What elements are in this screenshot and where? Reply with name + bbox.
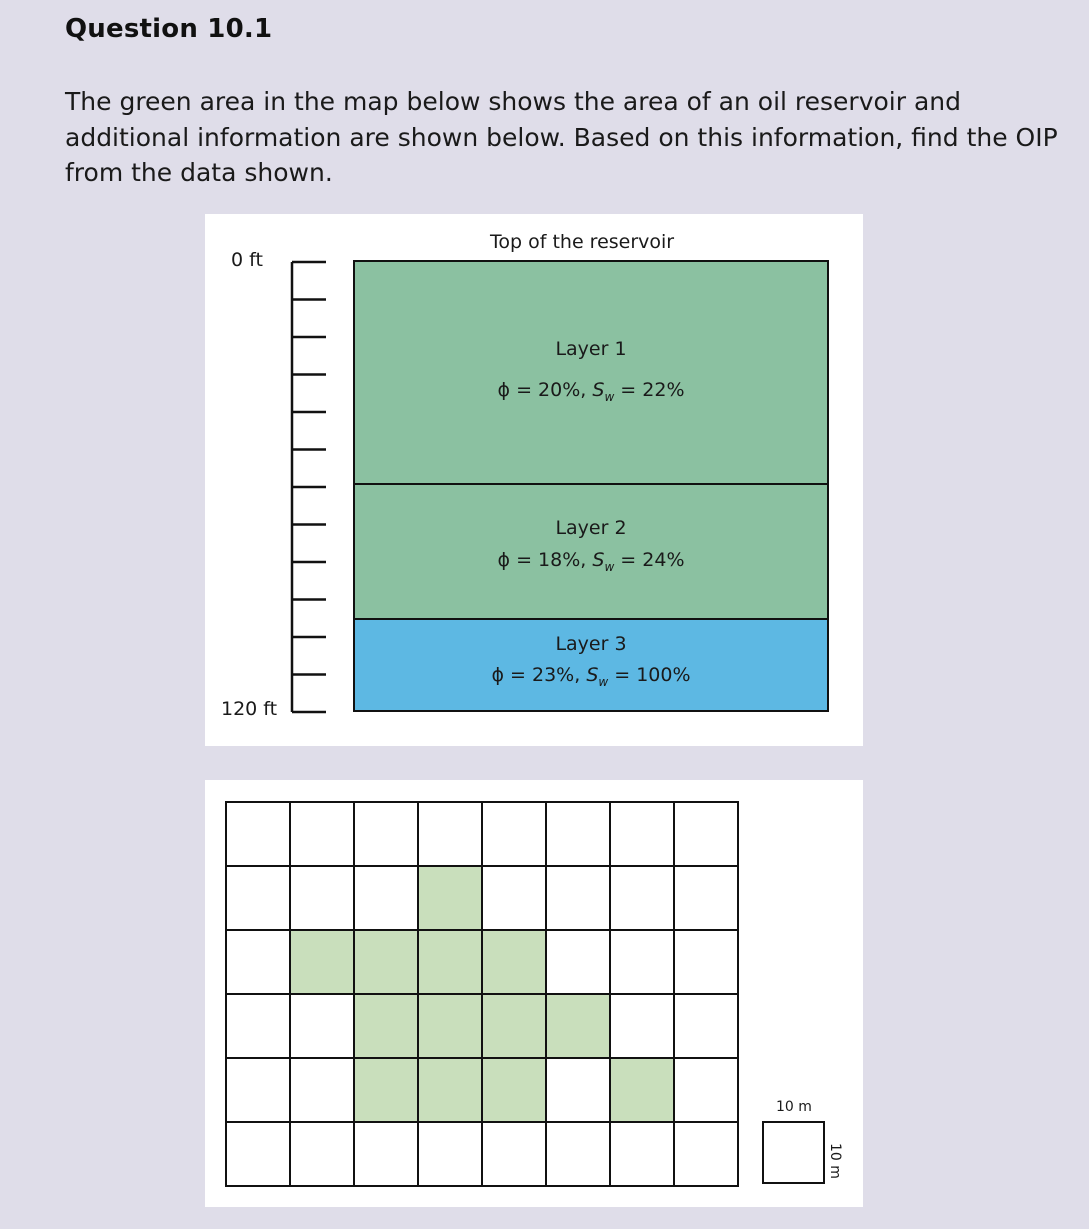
grid-cell [226, 930, 290, 994]
grid-cell [482, 866, 546, 930]
phi-symbol: ϕ [497, 549, 511, 571]
grid-cell [610, 866, 674, 930]
reservoir-grid-map [225, 801, 739, 1187]
grid-cell [674, 1058, 738, 1122]
grid-cell [546, 1122, 610, 1186]
grid-cell-reservoir [354, 1058, 418, 1122]
depth-scale [285, 254, 330, 719]
grid-cell-reservoir [418, 1058, 482, 1122]
grid-cell [226, 802, 290, 866]
layer-2-phi: 18% [538, 549, 581, 571]
grid-cell [290, 1058, 354, 1122]
grid-cell [610, 994, 674, 1058]
grid-cell [290, 866, 354, 930]
phi-symbol: ϕ [497, 379, 511, 401]
grid-cell [226, 1122, 290, 1186]
layer-3-properties: ϕ = 23%, $S_w = 100\%$ [491, 664, 691, 689]
grid-cell-reservoir [482, 994, 546, 1058]
grid-cell [290, 994, 354, 1058]
layer-3-name: Layer 3 [555, 633, 627, 655]
layer-3-phi: 23% [532, 664, 575, 686]
layer-2-sw: 24% [642, 549, 685, 571]
grid-cell-reservoir [418, 930, 482, 994]
grid-cell [226, 994, 290, 1058]
sw-symbol: S [586, 664, 599, 686]
grid-cell [546, 802, 610, 866]
grid-cell-reservoir [482, 930, 546, 994]
sw-subscript: w [598, 674, 609, 689]
grid-cell [674, 802, 738, 866]
grid-cell-reservoir [418, 994, 482, 1058]
question-prompt: The green area in the map below shows the area of an oil reservoir and additional information are shown below. Based on this information, find the OIP from the data shown. [65, 87, 1058, 187]
scale-width-label: 10 m [776, 1099, 812, 1115]
grid-cell [418, 802, 482, 866]
grid-cell [610, 930, 674, 994]
layer-1-box [353, 260, 829, 486]
grid-cell [610, 802, 674, 866]
layer-1-name: Layer 1 [555, 338, 627, 360]
grid-cell [546, 1058, 610, 1122]
grid-cell-reservoir [354, 930, 418, 994]
grid-cell-reservoir [418, 866, 482, 930]
layer-2-properties: ϕ = 18%, $S_w = 24\%$ [497, 549, 685, 574]
layer-1-phi: 20% [538, 379, 581, 401]
grid-cell-reservoir [290, 930, 354, 994]
grid-cell [354, 802, 418, 866]
grid-cell [674, 930, 738, 994]
grid-cell [418, 1122, 482, 1186]
depth-top-label: 0 ft [231, 249, 263, 271]
grid-cell-reservoir [546, 994, 610, 1058]
grid-cell [354, 1122, 418, 1186]
layer-3-box [353, 618, 829, 712]
sw-subscript: w [604, 389, 615, 404]
grid-cell [610, 1122, 674, 1186]
cross-section-figure [205, 214, 863, 746]
grid-cell [546, 866, 610, 930]
layer-2-box [353, 483, 829, 621]
sw-symbol: S [592, 379, 605, 401]
grid-cell [290, 802, 354, 866]
grid-cell [226, 866, 290, 930]
grid-cell [290, 1122, 354, 1186]
depth-bottom-label: 120 ft [221, 698, 278, 720]
question-title: Question 10.1 [65, 14, 273, 44]
layer-3-sw: 100% [636, 664, 691, 686]
scale-height-label: 10 m [827, 1143, 843, 1179]
grid-cell [482, 1122, 546, 1186]
grid-cell [674, 866, 738, 930]
scale-box [762, 1121, 825, 1184]
layer-1-sw: 22% [642, 379, 685, 401]
grid-cell [226, 1058, 290, 1122]
grid-cell-reservoir [610, 1058, 674, 1122]
sw-symbol: S [592, 549, 605, 571]
grid-cell [482, 802, 546, 866]
layer-1-properties: ϕ = 20%, $S_w = 22\%$ [497, 379, 685, 404]
reservoir-map-figure [205, 780, 863, 1207]
grid-cell [674, 994, 738, 1058]
grid-cell [546, 930, 610, 994]
top-of-reservoir-label: Top of the reservoir [490, 231, 675, 253]
layer-2-name: Layer 2 [555, 517, 627, 539]
phi-symbol: ϕ [491, 664, 504, 686]
sw-subscript: w [604, 559, 615, 574]
grid-cell-reservoir [354, 994, 418, 1058]
grid-cell [674, 1122, 738, 1186]
grid-cell-reservoir [482, 1058, 546, 1122]
grid-cell [354, 866, 418, 930]
